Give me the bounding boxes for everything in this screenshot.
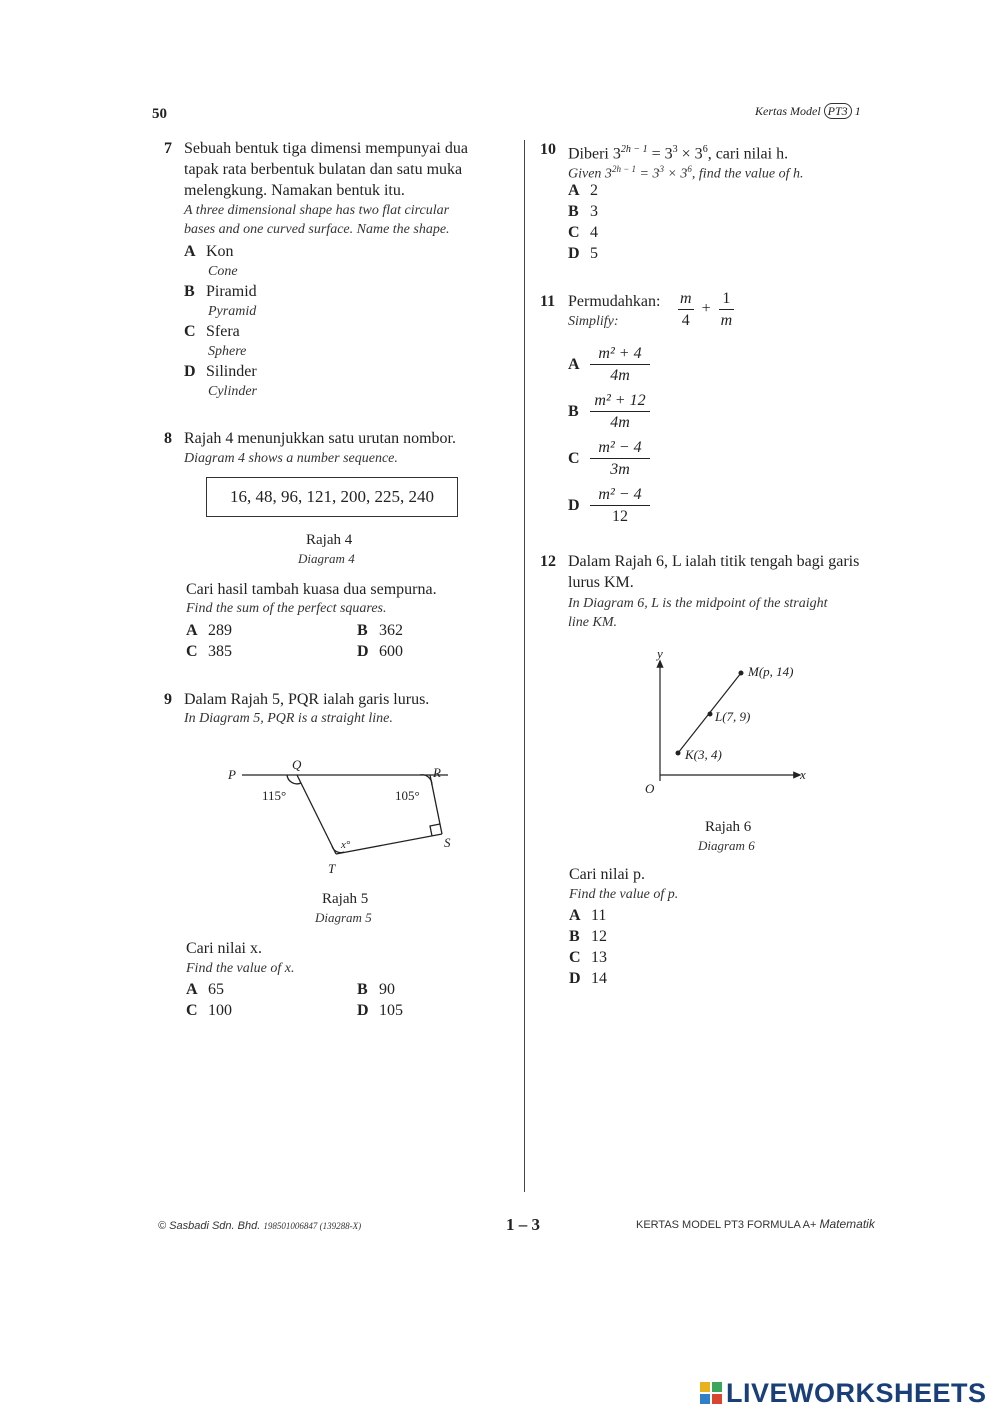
copyright-text: © Sasbadi Sdn. Bhd. [158,1220,261,1232]
option-c[interactable] [568,437,650,480]
exponent: 3 [659,164,664,174]
question-9-ask-en: Find the value of x. [186,961,295,976]
option-text: 362 [379,622,403,639]
denominator: m [719,309,735,331]
option-letter: B [568,403,579,420]
option-c[interactable] [186,641,232,662]
footer-copyright [158,1220,361,1232]
option-b[interactable] [568,201,598,222]
option-a[interactable] [569,905,607,926]
footer-title-text: KERTAS MODEL PT3 FORMULA A+ [636,1219,817,1231]
option-c[interactable] [186,1000,232,1021]
simplify-expression [678,288,734,331]
question-number: 11 [540,293,556,310]
question-9-text-ms: Dalam Rajah 5, PQR ialah garis lurus. [184,691,430,708]
option-text: Kon [206,243,234,260]
option-text: 600 [379,643,403,660]
option-b[interactable] [569,926,607,947]
option-letter: A [186,981,198,998]
option-b[interactable] [357,979,395,1000]
liveworksheets-logo[interactable] [700,1379,987,1407]
pt3-badge: PT3 [824,103,852,119]
text-line: Sebuah bentuk tiga dimensi mempunyai dua [184,140,468,157]
option-text: 385 [208,643,232,660]
footer-subject: Matematik [819,1217,875,1231]
text-line: tapak rata berbentuk bulatan dan satu muka [184,161,463,178]
label-k: K(3, 4) [685,747,722,762]
text: = 3 [636,166,660,182]
question-12-text-en [568,594,828,632]
text-line: melengkung. Namakan bentuk itu. [184,182,405,199]
text-line: In Diagram 6, L is the midpoint of the straight [568,596,828,611]
option-d[interactable] [184,361,524,382]
option-letter: C [568,224,580,241]
denominator: 4 [678,309,694,331]
question-8-ask-ms: Cari hasil tambah kuasa dua sempurna. [186,581,437,598]
option-letter: B [357,622,368,639]
option-d[interactable] [568,484,650,527]
column-divider [524,140,525,1192]
label-q: Q [292,757,302,772]
fraction [678,288,694,331]
question-number: 10 [540,141,556,158]
label-l: L(7, 9) [715,709,751,724]
text: Diberi 3 [568,145,621,163]
text: , cari nilai h. [707,145,789,163]
number-sequence-box: 16, 48, 96, 121, 200, 225, 240 [206,477,458,517]
point-m [739,671,744,676]
question-8-text-ms: Rajah 4 menunjukkan satu urutan nombor. [184,430,456,447]
option-b[interactable] [357,620,403,641]
liveworksheets-text: LIVEWORKSHEETS [726,1377,987,1408]
question-12-options [569,905,607,989]
question-12-ask-en: Find the value of p. [569,887,679,902]
label-m: M(p, 14) [748,664,794,679]
option-translation: Cylinder [208,384,257,399]
option-letter: D [184,363,196,380]
label-s: S [444,835,451,850]
option-letter: A [569,907,581,924]
option-text: 100 [208,1002,232,1019]
exponent: 3 [672,144,678,155]
option-d[interactable] [569,968,607,989]
option-a[interactable] [568,180,598,201]
line-ts [336,834,442,854]
option-translation: Sphere [208,344,247,359]
numerator: m² − 4 [590,437,650,459]
option-b[interactable] [568,390,650,433]
question-number: 8 [164,430,172,447]
origin-label: O [645,781,655,796]
option-letter: C [186,1002,198,1019]
page-number: 50 [152,106,167,122]
option-c[interactable] [569,947,607,968]
option-letter: B [184,283,195,300]
question-8-text-en: Diagram 4 shows a number sequence. [184,451,398,466]
plus-sign: + [701,300,711,318]
diagram-caption: Rajah 6 [705,819,752,835]
numerator: m [680,290,692,307]
diagram-caption-en: Diagram 5 [315,910,372,925]
question-11-text-en: Simplify: [568,314,619,329]
option-letter: D [569,970,581,987]
option-letter: B [357,981,368,998]
option-letter: C [184,323,196,340]
diagram-caption: Rajah 5 [322,891,369,907]
text: × 3 [677,145,703,163]
angle-label-q: 115° [262,788,287,803]
exponent: 2h − 1 [620,144,648,155]
point-k [676,751,681,756]
denominator: 12 [612,508,628,525]
diagram-caption-en: Diagram 4 [298,551,355,566]
diagram-5 [220,755,470,880]
numerator: m² − 4 [590,484,650,506]
text: Given 3 [568,166,612,182]
option-text: 105 [379,1002,403,1019]
angle-label-r: 105° [395,788,420,803]
option-text: Piramid [206,283,257,300]
liveworksheets-icon [700,1382,722,1404]
exponent: 6 [687,164,692,174]
option-letter: D [357,1002,369,1019]
numerator: 1 [722,290,731,307]
option-c[interactable] [184,321,524,342]
option-a[interactable] [186,979,224,1000]
question-12-ask-ms: Cari nilai p. [569,866,645,883]
numerator: m² + 4 [590,343,650,365]
axis-label-y: y [657,646,663,661]
angle-label-t: x° [341,839,351,851]
option-text: 289 [208,622,232,639]
denominator: 4m [610,367,630,384]
option-letter: C [568,450,580,467]
diagram-caption: Rajah 4 [306,532,353,548]
text-line: A three dimensional shape has two flat circular [184,203,450,218]
option-text: 65 [208,981,224,998]
text: = 3 [647,145,673,163]
diagram-caption-en: Diagram 6 [698,838,755,853]
option-b[interactable] [184,281,524,302]
option-text: 2 [590,182,598,199]
text-line: Dalam Rajah 6, L ialah titik tengah bagi garis [568,553,860,570]
paper-header [755,104,861,119]
question-9-ask-ms: Cari nilai x. [186,940,262,957]
option-d[interactable] [357,1000,403,1021]
question-text-ms [184,138,524,201]
numerator: m² + 12 [590,390,650,412]
denominator: 3m [610,461,630,478]
option-text: 14 [591,970,607,987]
option-text: Silinder [206,363,257,380]
label-r: R [433,765,441,780]
option-letter: B [568,203,579,220]
option-text: 90 [379,981,395,998]
question-9-text-en: In Diagram 5, PQR is a straight line. [184,711,393,726]
text-line: bases and one curved surface. Name the shape. [184,222,450,237]
option-d[interactable] [568,243,598,264]
label-p: P [228,767,236,782]
denominator: 4m [610,414,630,431]
option-a[interactable] [184,241,524,262]
paper-number: 1 [854,104,861,118]
option-letter: C [569,949,581,966]
option-d[interactable] [357,641,403,662]
option-text: 3 [590,203,598,220]
option-text: 5 [590,245,598,262]
option-letter: C [186,643,198,660]
question-8-ask-en: Find the sum of the perfect squares. [186,601,387,616]
option-letter: A [568,182,580,199]
question-11-text-ms: Permudahkan: [568,293,661,310]
question-text-en [184,201,524,239]
option-letter: D [568,245,580,262]
option-letter: B [569,928,580,945]
option-letter: A [184,243,196,260]
option-letter: A [568,356,580,373]
option-translation: Pyramid [208,304,257,319]
fraction [719,288,735,331]
axis-label-x: x [800,767,806,782]
question-10-text-en [568,160,804,184]
option-text: 11 [591,907,607,924]
text-line: line KM. [568,615,617,630]
question-number: 7 [164,140,172,157]
option-text: 13 [591,949,607,966]
option-c[interactable] [568,222,598,243]
option-a[interactable] [186,620,232,641]
exponent: 2h − 1 [611,164,637,174]
text: × 3 [663,166,688,182]
text: , find the value of h. [691,166,804,182]
question-12-text-ms [568,551,859,593]
footer-title [636,1217,875,1231]
point-l [708,712,713,717]
option-a[interactable] [568,343,650,386]
option-letter: A [186,622,198,639]
text-line: lurus KM. [568,574,634,591]
exponent: 6 [702,144,708,155]
option-text: 12 [591,928,607,945]
option-letter: D [357,643,369,660]
option-translation: Cone [208,264,238,279]
label-t: T [328,861,336,876]
question-number: 9 [164,691,172,708]
option-text: Sfera [206,323,240,340]
question-10-options [568,180,598,264]
company-number: 198501006847 (139288-X) [263,1221,362,1231]
option-letter: D [568,497,580,514]
question-number: 12 [540,553,556,570]
option-text: 4 [590,224,598,241]
footer-page-range: 1 – 3 [506,1215,540,1234]
paper-header-text: Kertas Model [755,104,821,118]
diagram-6 [640,645,820,800]
line-qt [297,775,336,854]
